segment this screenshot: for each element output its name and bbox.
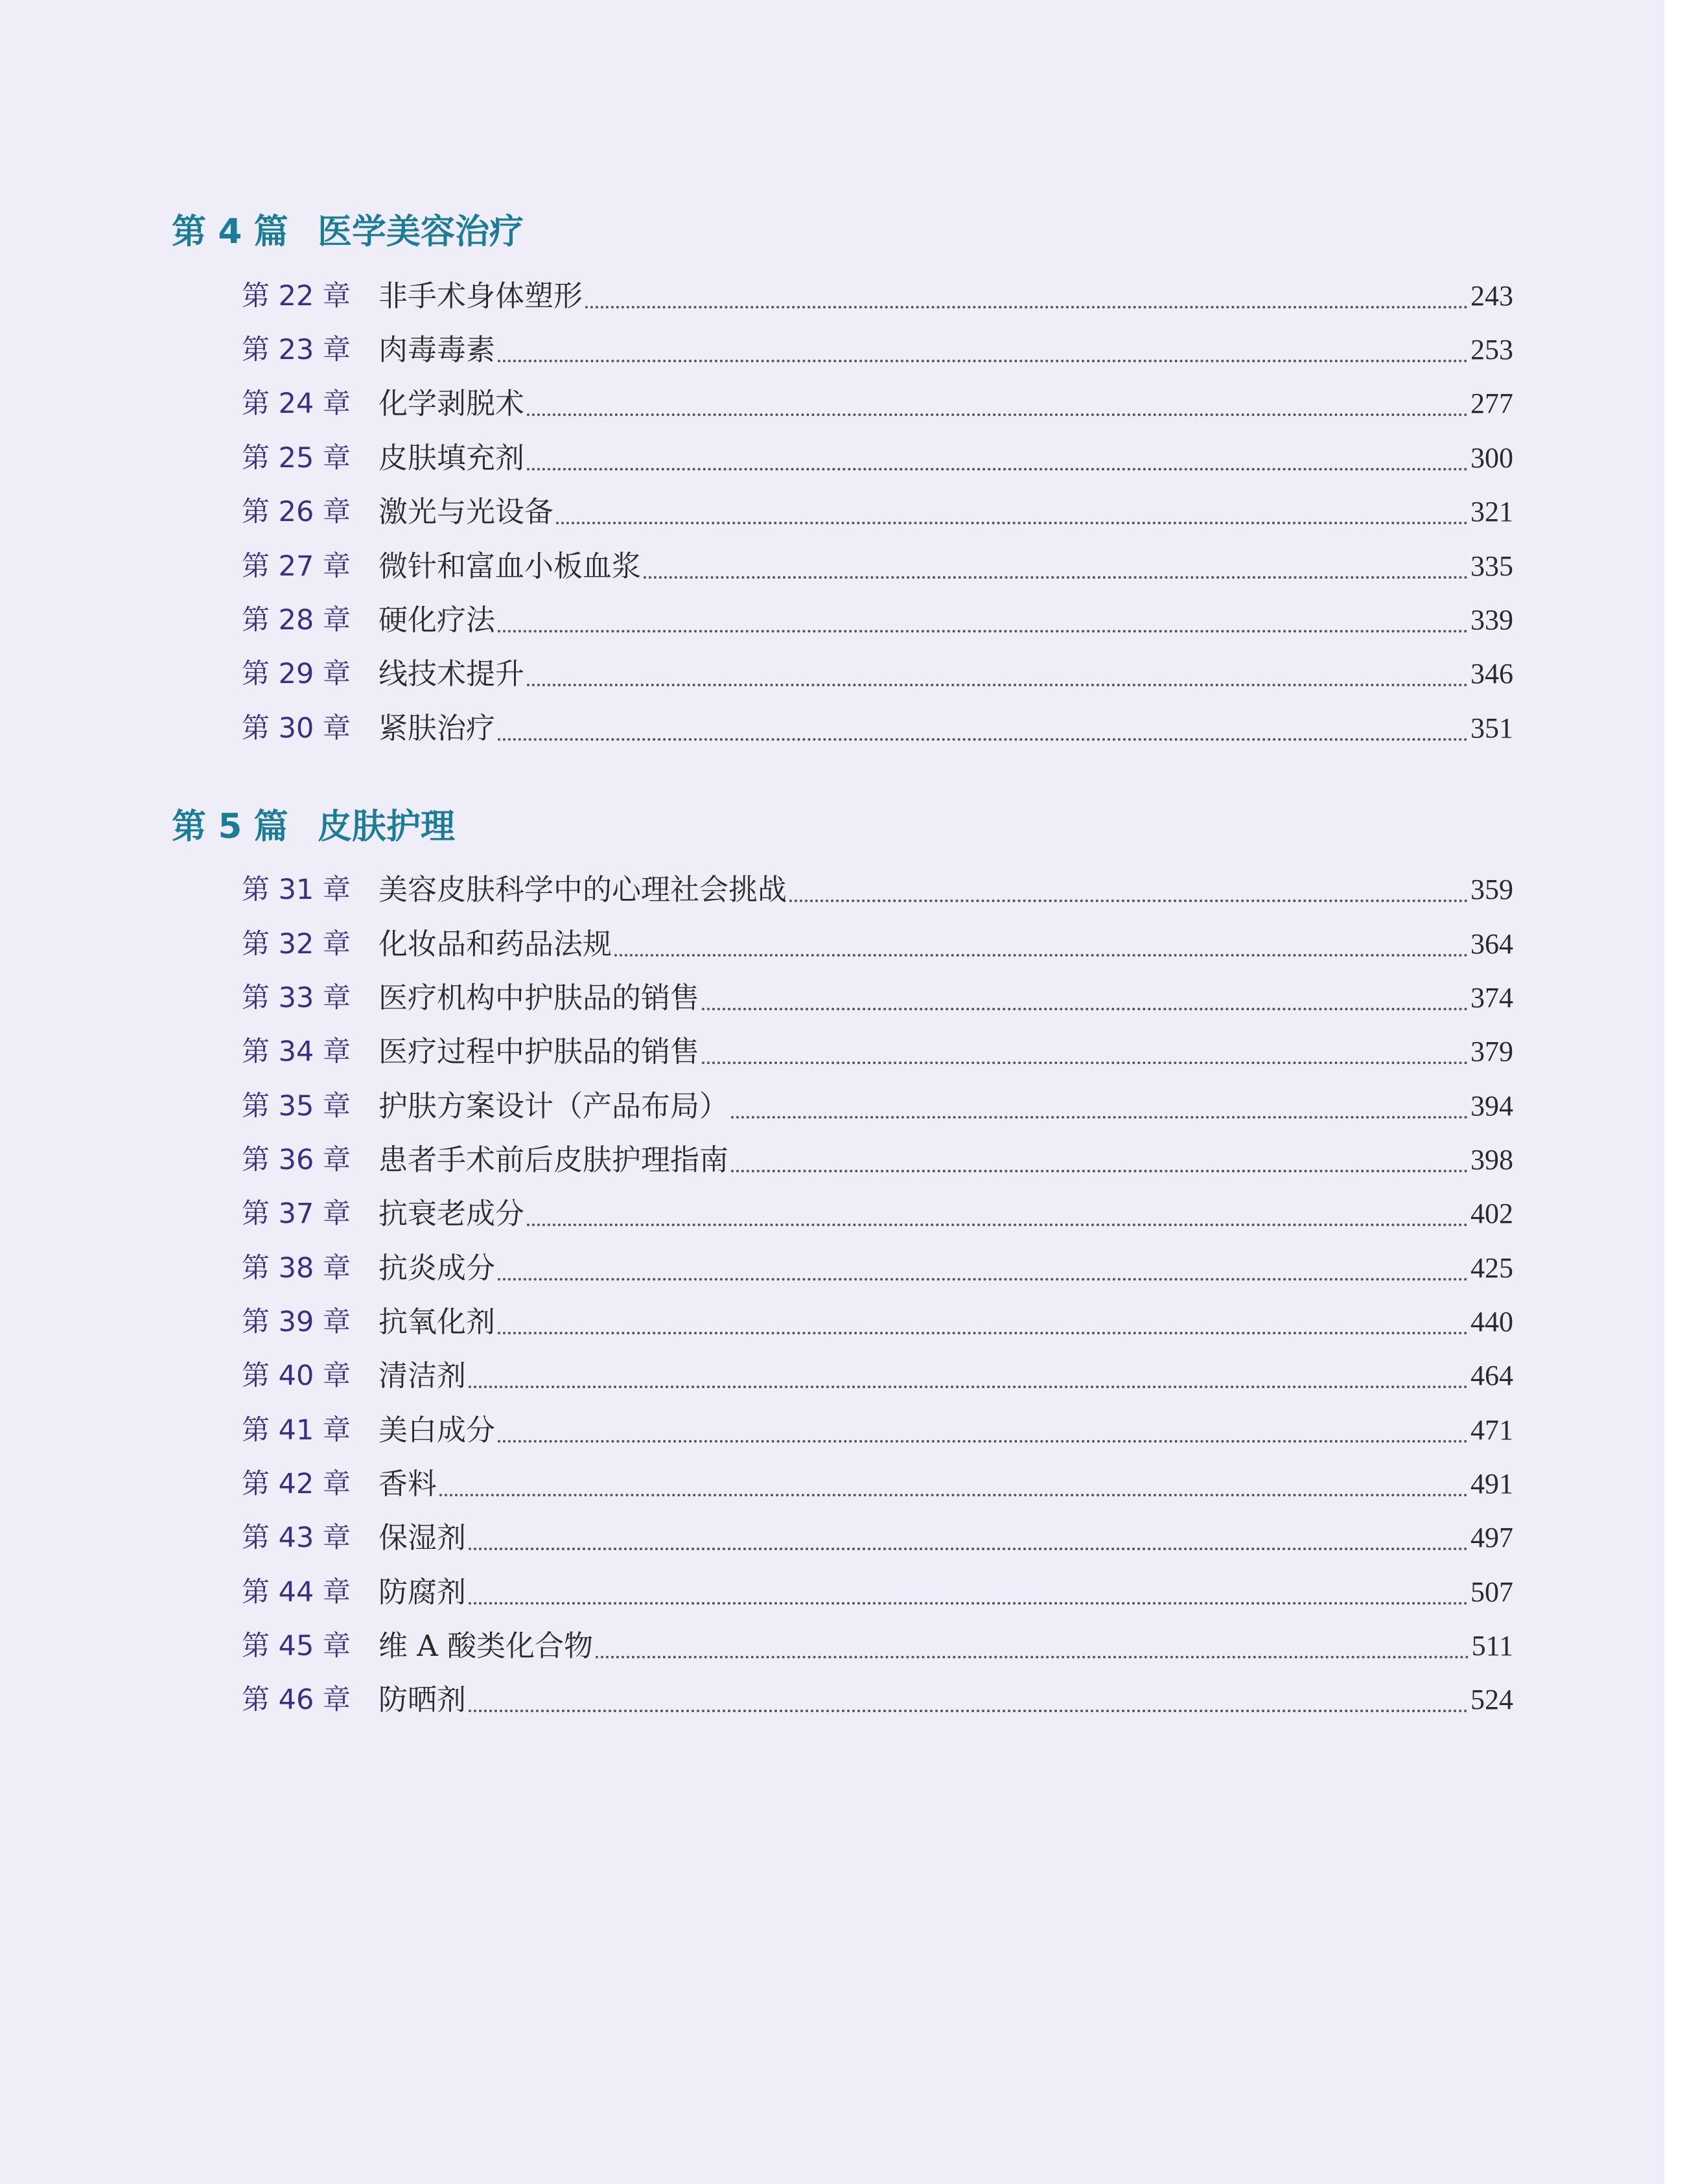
chapter-label: 第 28 章 <box>242 604 351 636</box>
chapter-page-number: 321 <box>1470 496 1513 528</box>
toc-entry[interactable] <box>242 489 1513 535</box>
chapter-page-number: 339 <box>1470 604 1513 636</box>
toc-entry[interactable] <box>242 1408 1513 1453</box>
chapter-page-number: 359 <box>1470 874 1513 905</box>
chapter-title: 紧肤治疗 <box>378 711 496 745</box>
chapter-page-number: 335 <box>1470 550 1513 582</box>
chapter-title: 保湿剂 <box>378 1520 467 1555</box>
chapter-page-number: 440 <box>1470 1306 1513 1338</box>
dot-leader <box>556 522 1468 524</box>
toc-entry[interactable] <box>242 1246 1513 1291</box>
toc-entry[interactable] <box>242 975 1513 1021</box>
chapter-label: 第 32 章 <box>242 928 351 960</box>
toc-entry[interactable] <box>242 867 1513 912</box>
chapter-page-number: 243 <box>1470 280 1513 312</box>
chapter-page-number: 374 <box>1470 982 1513 1014</box>
dot-leader <box>469 1386 1468 1388</box>
toc-entry[interactable] <box>242 1570 1513 1615</box>
dot-leader <box>596 1656 1469 1658</box>
chapter-title: 皮肤填充剂 <box>378 441 525 475</box>
chapter-label: 第 33 章 <box>242 982 351 1014</box>
toc-entry[interactable] <box>242 1677 1513 1723</box>
toc-entry[interactable] <box>242 1299 1513 1345</box>
chapter-label: 第 26 章 <box>242 496 351 528</box>
dot-leader <box>498 1332 1468 1334</box>
part-title: 医学美容治疗 <box>318 212 524 251</box>
chapter-title: 患者手术前后皮肤护理指南 <box>378 1143 729 1177</box>
chapter-label: 第 23 章 <box>242 334 351 366</box>
dot-leader <box>614 954 1468 957</box>
chapter-title: 美容皮肤科学中的心理社会挑战 <box>378 872 787 907</box>
dot-leader <box>498 1278 1468 1281</box>
chapter-title: 护肤方案设计（产品布局） <box>378 1089 729 1123</box>
part-4-heading <box>172 206 524 258</box>
chapter-title: 线技术提升 <box>378 656 525 691</box>
chapter-page-number: 497 <box>1470 1522 1513 1553</box>
toc-entry[interactable] <box>242 1353 1513 1399</box>
part-title: 皮肤护理 <box>318 807 455 846</box>
chapter-label: 第 41 章 <box>242 1414 351 1446</box>
chapter-title: 肉毒毒素 <box>378 332 496 367</box>
chapter-page-number: 346 <box>1470 658 1513 690</box>
dot-leader <box>527 1224 1468 1226</box>
toc-entry[interactable] <box>242 273 1513 319</box>
dot-leader <box>731 1116 1468 1119</box>
chapter-title: 抗氧化剂 <box>378 1305 496 1339</box>
chapter-page-number: 351 <box>1470 712 1513 744</box>
chapter-page-number: 425 <box>1470 1252 1513 1284</box>
dot-leader <box>702 1008 1468 1010</box>
toc-entry[interactable] <box>242 544 1513 589</box>
chapter-label: 第 44 章 <box>242 1576 351 1609</box>
dot-leader <box>469 1710 1468 1712</box>
chapter-title: 微针和富血小板血浆 <box>378 549 642 583</box>
chapter-label: 第 42 章 <box>242 1468 351 1500</box>
toc-entry[interactable] <box>242 598 1513 643</box>
chapter-label: 第 27 章 <box>242 550 351 583</box>
dot-leader <box>469 1602 1468 1605</box>
toc-entry[interactable] <box>242 436 1513 481</box>
chapter-label: 第 35 章 <box>242 1090 351 1122</box>
chapter-title: 非手术身体塑形 <box>378 279 583 313</box>
dot-leader <box>527 684 1468 686</box>
toc-entry[interactable] <box>242 706 1513 751</box>
dot-leader <box>702 1062 1468 1064</box>
chapter-title: 防晒剂 <box>378 1682 467 1717</box>
dot-leader <box>469 1548 1468 1550</box>
dot-leader <box>644 576 1468 579</box>
chapter-label: 第 39 章 <box>242 1306 351 1338</box>
part-label: 第 4 篇 <box>172 212 288 251</box>
chapter-title: 医疗机构中护肤品的销售 <box>378 981 700 1015</box>
chapter-page-number: 471 <box>1470 1414 1513 1446</box>
toc-entry[interactable] <box>242 1137 1513 1183</box>
chapter-title: 抗衰老成分 <box>378 1196 525 1231</box>
chapter-title: 医疗过程中护肤品的销售 <box>378 1034 700 1069</box>
toc-entry[interactable] <box>242 1191 1513 1237</box>
chapter-title: 抗炎成分 <box>378 1251 496 1285</box>
part-5-heading <box>172 801 455 853</box>
chapter-label: 第 40 章 <box>242 1360 351 1392</box>
toc-entry[interactable] <box>242 922 1513 967</box>
chapter-label: 第 46 章 <box>242 1684 351 1716</box>
dot-leader <box>789 900 1468 902</box>
chapter-page-number: 524 <box>1470 1684 1513 1715</box>
chapter-title: 化学剥脱术 <box>378 386 525 421</box>
chapter-title: 清洁剂 <box>378 1358 467 1393</box>
chapter-label: 第 36 章 <box>242 1144 351 1176</box>
chapter-page-number: 277 <box>1470 388 1513 419</box>
chapter-label: 第 34 章 <box>242 1036 351 1068</box>
chapter-title: 维 A 酸类化合物 <box>378 1629 594 1663</box>
dot-leader <box>498 1440 1468 1443</box>
chapter-label: 第 22 章 <box>242 280 351 312</box>
dot-leader <box>498 630 1468 633</box>
chapter-page-number: 379 <box>1470 1036 1513 1067</box>
dot-leader <box>498 360 1468 362</box>
chapter-page-number: 398 <box>1470 1144 1513 1176</box>
toc-entry[interactable] <box>242 651 1513 697</box>
toc-entry[interactable] <box>242 381 1513 426</box>
toc-entry[interactable] <box>242 327 1513 373</box>
dot-leader <box>527 413 1468 416</box>
dot-leader <box>527 468 1468 470</box>
chapter-title: 化妆品和药品法规 <box>378 927 612 961</box>
chapter-label: 第 25 章 <box>242 442 351 474</box>
chapter-label: 第 37 章 <box>242 1198 351 1230</box>
chapter-label: 第 30 章 <box>242 712 351 745</box>
chapter-label: 第 38 章 <box>242 1252 351 1284</box>
chapter-label: 第 45 章 <box>242 1630 351 1662</box>
chapter-page-number: 507 <box>1470 1576 1513 1608</box>
toc-entry[interactable] <box>242 1515 1513 1561</box>
chapter-page-number: 300 <box>1470 442 1513 474</box>
toc-entry[interactable] <box>242 1623 1513 1669</box>
dot-leader <box>498 738 1468 741</box>
chapter-page-number: 394 <box>1470 1090 1513 1122</box>
chapter-page-number: 402 <box>1470 1198 1513 1229</box>
chapter-page-number: 364 <box>1470 928 1513 960</box>
chapter-title: 香料 <box>378 1467 437 1501</box>
chapter-page-number: 464 <box>1470 1360 1513 1391</box>
chapter-label: 第 43 章 <box>242 1522 351 1554</box>
dot-leader <box>731 1170 1468 1172</box>
chapter-title: 美白成分 <box>378 1413 496 1447</box>
chapter-title: 硬化疗法 <box>378 603 496 637</box>
chapter-title: 防腐剂 <box>378 1575 467 1609</box>
chapter-label: 第 31 章 <box>242 874 351 906</box>
part-label: 第 5 篇 <box>172 807 288 846</box>
chapter-page-number: 253 <box>1470 334 1513 366</box>
toc-entry[interactable] <box>242 1461 1513 1507</box>
chapter-label: 第 24 章 <box>242 388 351 420</box>
chapter-title: 激光与光设备 <box>378 494 554 529</box>
dot-leader <box>439 1494 1468 1496</box>
chapter-page-number: 491 <box>1470 1468 1513 1500</box>
chapter-label: 第 29 章 <box>242 658 351 690</box>
dot-leader <box>585 306 1468 308</box>
toc-entry[interactable] <box>242 1029 1513 1075</box>
chapter-page-number: 511 <box>1471 1630 1513 1662</box>
toc-entry[interactable] <box>242 1084 1513 1129</box>
